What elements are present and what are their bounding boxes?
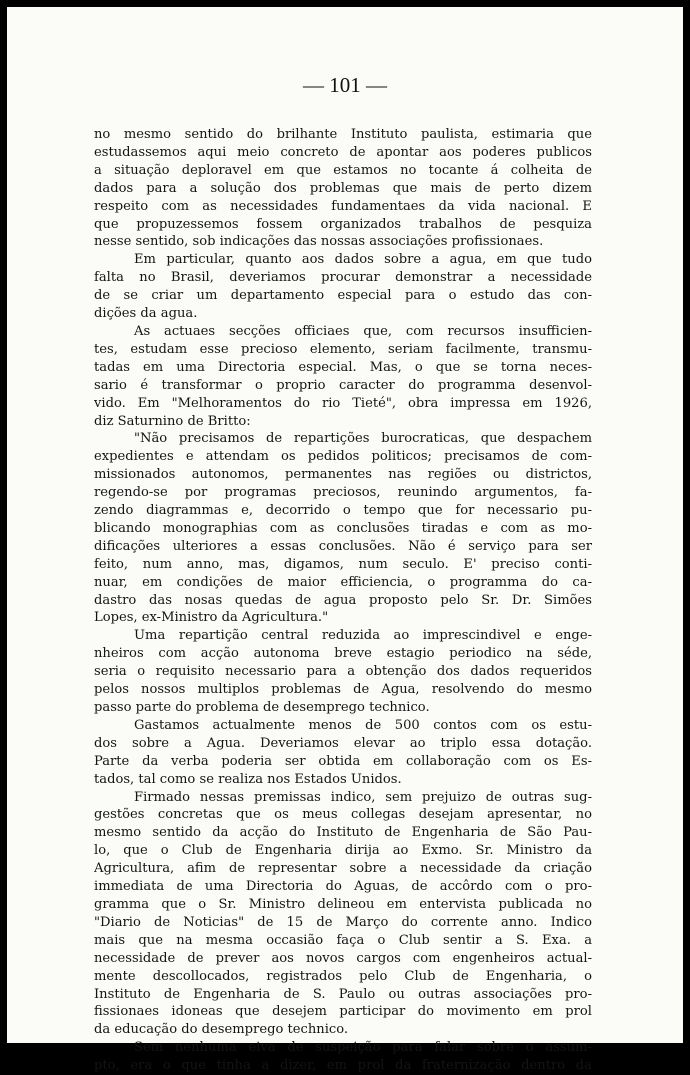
text-line: As actuaes secções officiaes que, com recursos insufficien- xyxy=(134,323,592,339)
paragraph xyxy=(94,627,592,717)
text-line: passo parte do problema de desemprego technico. xyxy=(94,700,430,715)
text-line: no mesmo sentido do brilhante Instituto paulista, estimaria que xyxy=(94,127,592,142)
page xyxy=(7,7,683,1074)
text-line: nesse sentido, sob indicações das nossas associações profissionaes. xyxy=(94,234,544,250)
text-line: que propuzessemos fossem organizados trabalhos de pesquiza xyxy=(94,216,592,232)
text-line: sario é transformar o proprio caracter do programma desenvol- xyxy=(94,377,592,393)
text-line: pto, era o que tinha a dizer, em prol da fraternização dentro da xyxy=(94,1058,592,1074)
text-line: Em particular, quanto aos dados sobre a agua, em que tudo xyxy=(134,252,592,268)
text-line: Agricultura, afim de representar sobre a necessidade da criação xyxy=(94,861,592,877)
page-number: — 101 — xyxy=(303,73,387,97)
paragraph xyxy=(94,717,592,789)
text-line: dições da agua. xyxy=(94,306,198,322)
paragraph xyxy=(94,1039,592,1075)
text-line: Gastamos actualmente menos de 500 contos com os estu- xyxy=(134,717,592,733)
text-line: Instituto de Engenharia de S. Paulo ou outras associações pro- xyxy=(94,986,592,1002)
text-line: "Não precisamos de repartições burocraticas, que despachem xyxy=(134,431,592,447)
text-line: missionados autonomos, permanentes nas regiões ou districtos, xyxy=(94,467,592,483)
text-line: mente descollocados, registrados pelo Club de Engenharia, o xyxy=(94,968,592,984)
text-line: "Diario de Noticias" de 15 de Março do corrente anno. Indico xyxy=(94,914,592,930)
text-line: respeito com as necessidades fundamentaes da vida nacional. E xyxy=(94,198,592,214)
text-line: Uma repartição central reduzida ao imprescindivel e enge- xyxy=(134,628,592,644)
text-line: tadas em uma Directoria especial. Mas, o que se torna neces- xyxy=(94,359,592,375)
text-line: diz Saturnino de Britto: xyxy=(94,413,251,429)
text-line: seria o requisito necessario para a obtenção dos dados requeridos xyxy=(94,664,592,680)
text-line: Lopes, ex-Ministro da Agricultura." xyxy=(94,610,329,626)
paragraph xyxy=(94,323,592,430)
text-line: nheiros com acção autonoma breve estagio periodico na séde, xyxy=(94,646,592,662)
text-line: lo, que o Club de Engenharia dirija ao Exmo. Sr. Ministro da xyxy=(94,843,592,859)
text-line: tes, estudam esse precioso elemento, seriam facilmente, transmu- xyxy=(94,341,592,357)
text-line: blicando monographias com as conclusões tiradas e com as mo- xyxy=(94,520,592,536)
text-line: regendo-se por programas preciosos, reunindo argumentos, fa- xyxy=(94,485,592,501)
body-text xyxy=(94,126,592,1075)
text-line: fissionaes idoneas que desejem participar do movimento em prol xyxy=(94,1004,592,1020)
text-line: pelos nossos multiplos problemas de Agua, resolvendo do mesmo xyxy=(94,682,592,698)
text-line: feito, num anno, mas, digamos, num seculo. E' preciso conti- xyxy=(94,556,592,572)
text-line: gramma que o Sr. Ministro delineou em entervista publicada no xyxy=(94,896,592,912)
text-line: estudassemos aqui meio concreto de apontar aos poderes publicos xyxy=(94,144,592,160)
text-line: falta no Brasil, deveriamos procurar demonstrar a necessidade xyxy=(94,270,592,286)
text-line: expedientes e attendam os pedidos politicos; precisamos de com- xyxy=(94,449,592,465)
text-line: dos sobre a Agua. Deveriamos elevar ao triplo essa dotação. xyxy=(94,735,592,751)
text-line: zendo diagrammas e, decorrido o tempo que for necessario pu- xyxy=(94,503,592,519)
text-line: dificações ulteriores a essas conclusões. Não é serviço para ser xyxy=(94,538,592,554)
text-line: mesmo sentido da acção do Instituto de Engenharia de São Pau- xyxy=(94,825,592,841)
paragraph xyxy=(94,251,592,323)
text-line: a situação deploravel em que estamos no tocante á colheita de xyxy=(94,162,592,178)
text-line: de se criar um departamento especial para o estudo das con- xyxy=(94,288,592,304)
text-line: da educação do desemprego technico. xyxy=(94,1022,349,1038)
text-line: gestões concretas que os meus collegas desejam apresentar, no xyxy=(94,807,592,823)
text-line: nuar, em condições de maior efficiencia, o programma do ca- xyxy=(94,574,592,590)
paragraph xyxy=(94,789,592,1040)
paragraph xyxy=(94,126,592,251)
text-line: mais que na mesma occasião faça o Club sentir a S. Exa. a xyxy=(94,932,592,948)
text-line: vido. Em "Melhoramentos do rio Tieté", obra impressa em 1926, xyxy=(94,395,592,411)
text-line: immediata de uma Directoria do Aguas, de accôrdo com o pro- xyxy=(94,879,592,895)
text-line: dastro das nosas quedas de agua proposto pelo Sr. Dr. Simões xyxy=(94,592,592,608)
text-line: dados para a solução dos problemas que mais de perto dizem xyxy=(94,180,592,196)
text-line: Firmado nessas premissas indico, sem prejuizo de outras sug- xyxy=(134,789,592,805)
text-line: tados, tal como se realiza nos Estados Unidos. xyxy=(94,771,402,787)
text-line: Parte da verba poderia ser obtida em collaboração com os Es- xyxy=(94,753,592,769)
paragraph xyxy=(94,430,592,627)
text-line: Sem nenhuma eiva de suspeição para falar sobre o assum- xyxy=(134,1040,592,1056)
text-line: necessidade de prever aos novos cargos com engenheiros actual- xyxy=(94,950,592,966)
